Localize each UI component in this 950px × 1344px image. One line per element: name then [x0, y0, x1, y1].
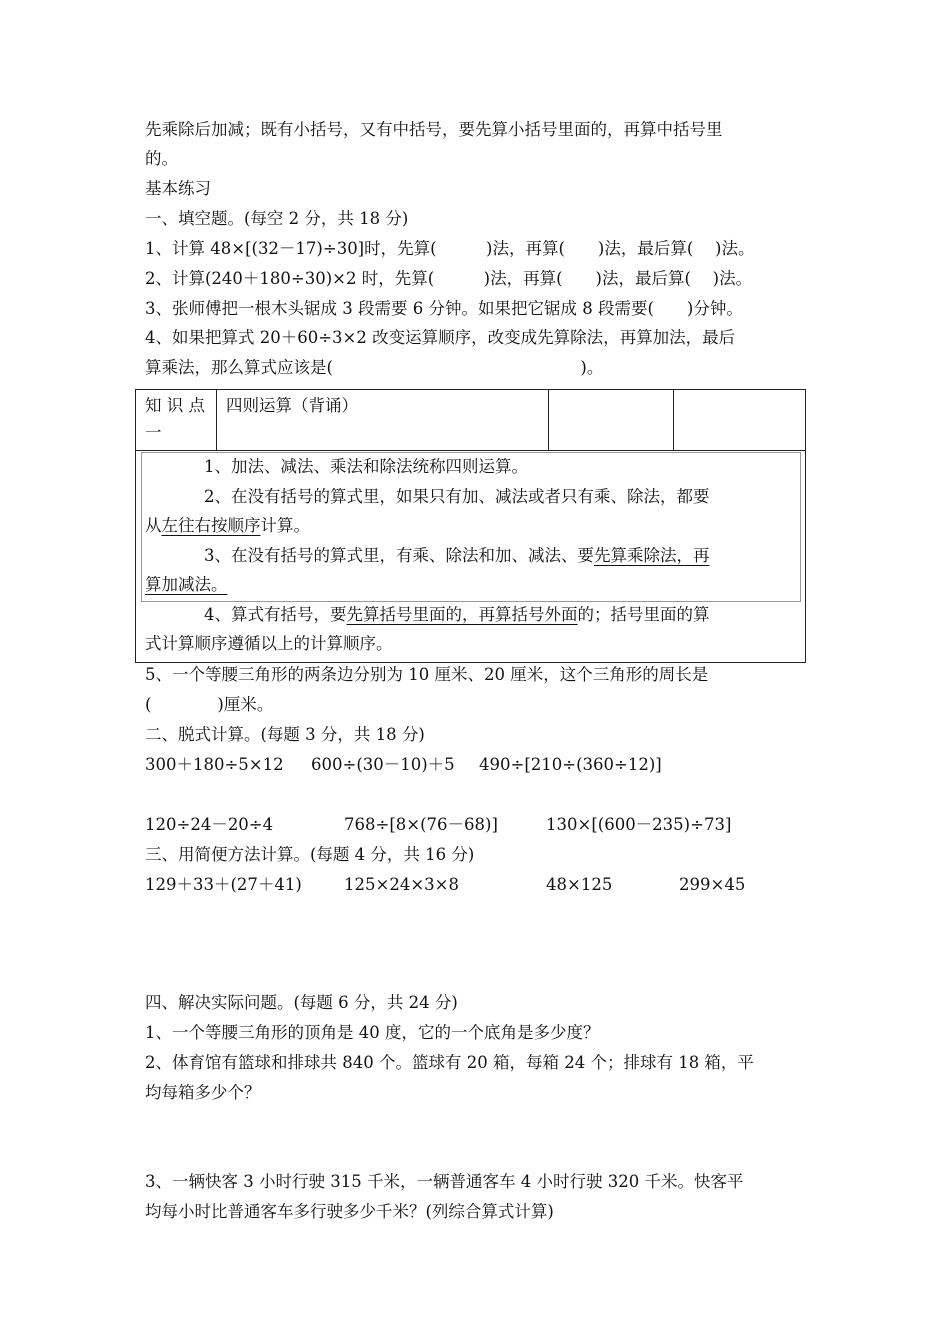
calc-item: 48×125 — [546, 875, 613, 894]
calc-item: 130×[(600－235)÷73] — [546, 815, 732, 834]
section2-title: 二、脱式计算。(每题 3 分，共 18 分) — [145, 725, 425, 744]
section4-title: 四、解决实际问题。(每题 6 分，共 24 分) — [145, 993, 458, 1012]
knowledge-p4-text-a: 4、算式有括号，要 — [204, 605, 347, 624]
section1-title: 一、填空题。(每空 2 分，共 18 分) — [145, 209, 409, 228]
knowledge-p2-text-a: 从 — [145, 516, 162, 535]
knowledge-label-cell — [136, 390, 217, 450]
calc-item: 300＋180÷5×12 — [145, 755, 284, 774]
knowledge-label-line1: 知 识 点 — [145, 396, 205, 415]
section4-q3-line1: 3、一辆快客 3 小时行驶 315 千米，一辆普通客车 4 小时行驶 320 千米。快客平 — [145, 1172, 744, 1191]
section3-title: 三、用简便方法计算。(每题 4 分，共 16 分) — [145, 845, 475, 864]
practice-heading: 基本练习 — [145, 179, 211, 198]
knowledge-p2-underlined: 左往右按顺序 — [161, 516, 261, 535]
section4-q2-line2: 均每箱多少个？ — [145, 1083, 261, 1102]
knowledge-header-row — [136, 390, 805, 451]
intro-line-2: 的。 — [145, 149, 178, 168]
knowledge-p4-line2: 式计算顺序遵循以上的计算顺序。 — [145, 634, 393, 653]
calc-item: 768÷[8×(76－68)] — [344, 815, 498, 834]
q5-line1: 5、一个等腰三角形的两条边分别为 10 厘米、20 厘米，这个三角形的周长是 — [145, 665, 709, 684]
knowledge-p2-line2 — [145, 516, 310, 536]
section1-q2: 2、计算(240＋180÷30)×2 时，先算( )法，再算( )法，最后算( )法。 — [145, 269, 753, 288]
section1-q4-line1: 4、如果把算式 20＋60÷3×2 改变运算顺序，改变成先算除法，再算加法，最后 — [145, 328, 736, 347]
calc-item: 120÷24－20÷4 — [145, 815, 274, 834]
knowledge-p3-text-a: 3、在没有括号的算式里，有乘、除法和加、减法、要 — [204, 546, 594, 565]
calc-item: 125×24×3×8 — [344, 875, 459, 894]
knowledge-empty-cell-1 — [549, 390, 674, 450]
knowledge-p1: 1、加法、减法、乘法和除法统称四则运算。 — [204, 457, 528, 476]
knowledge-p4-underlined: 先算括号里面的，再算括号外面 — [346, 605, 578, 624]
knowledge-topic-cell — [217, 390, 549, 450]
calc-item: 299×45 — [679, 875, 746, 894]
knowledge-p4-text-b: 的；括号里面的算 — [577, 605, 710, 624]
knowledge-p3-underlined: 先算乘除法，再 — [594, 546, 710, 565]
knowledge-p2-line1: 2、在没有括号的算式里，如果只有加、减法或者只有乘、除法，都要 — [204, 487, 710, 506]
section1-q1: 1、计算 48×[(32－17)÷30]时，先算( )法，再算( )法，最后算( )法。 — [145, 239, 755, 258]
section1-q4-line2: 算乘法，那么算式应该是( )。 — [145, 358, 604, 377]
calc-item: 490÷[210÷(360÷12)] — [479, 755, 662, 774]
knowledge-p2-text-b: 计算。 — [260, 516, 310, 535]
section1-q3: 3、张师傅把一根木头锯成 3 段需要 6 分钟。如果把它锯成 8 段需要( )分钟。 — [145, 299, 743, 318]
knowledge-box — [135, 389, 806, 663]
knowledge-empty-cell-2 — [674, 390, 804, 450]
section4-q2-line1: 2、体育馆有篮球和排球共 840 个。篮球有 20 箱，每箱 24 个；排球有 18 箱，平 — [145, 1053, 754, 1072]
section4-q3-line2: 均每小时比普通客车多行驶多少千米？(列综合算式计算) — [145, 1202, 554, 1221]
q5-line2: ( )厘米。 — [145, 695, 274, 714]
knowledge-p3-underlined-2: 算加减法。 — [145, 575, 228, 594]
knowledge-p3-line2 — [145, 575, 228, 595]
calc-item: 600÷(30－10)＋5 — [311, 755, 455, 774]
knowledge-p3-line1 — [204, 546, 710, 566]
intro-line-1: 先乘除后加减；既有小括号，又有中括号，要先算小括号里面的，再算中括号里 — [145, 120, 723, 139]
calc-item: 129＋33＋(27＋41) — [145, 875, 302, 894]
knowledge-p4-line1 — [204, 605, 710, 625]
knowledge-label-line2: 一 — [145, 423, 162, 442]
knowledge-topic: 四则运算（背诵） — [226, 396, 358, 415]
section4-q1: 1、一个等腰三角形的顶角是 40 度，它的一个底角是多少度？ — [145, 1023, 600, 1042]
